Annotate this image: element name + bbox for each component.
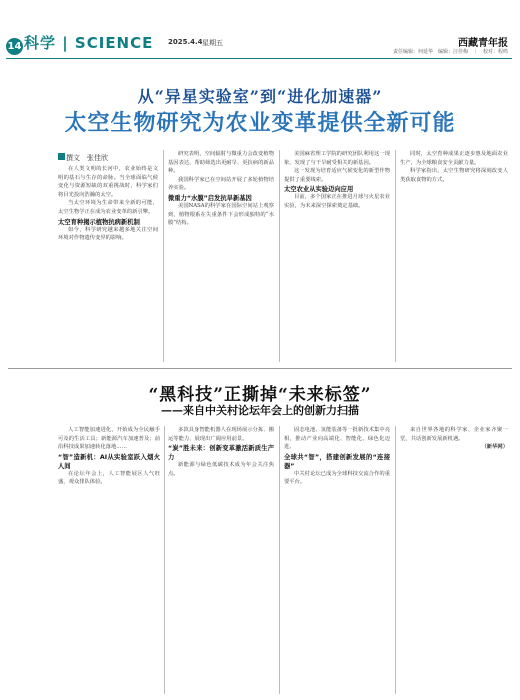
story1-column-4 xyxy=(400,150,508,361)
paragraph: 中关村论坛已成为全球科技交流合作的重要平台。 xyxy=(284,470,390,486)
column-divider xyxy=(279,426,280,694)
column-divider xyxy=(163,150,164,362)
paragraph: 在人类文明的长河中，农业始终是文明的基石与生存的命脉。当全球面临气候变化与资源短缺的双重挑战时，科学家们将目光投向浩瀚的太空。 xyxy=(58,166,158,198)
story2-column-1 xyxy=(58,426,160,694)
paragraph: 固态电池、氢能装备等一批新技术集中亮相，推动产业向高端化、智能化、绿色化迈进。 xyxy=(284,427,390,451)
paper-name: 西藏青年报 xyxy=(458,38,508,49)
story2-column-2 xyxy=(168,426,274,694)
story-divider xyxy=(8,368,512,369)
story1-byline: 撰文 张佳欣 xyxy=(66,154,108,162)
paragraph: 这一发现为培育适应气候变化的新型作物提供了重要线索。 xyxy=(284,168,390,183)
column-divider xyxy=(395,150,396,362)
byline-icon xyxy=(58,153,65,160)
paragraph: 新能源与绿色低碳技术成为年会关注焦点。 xyxy=(168,462,274,477)
subheading: 太空农业从实验迈向应用 xyxy=(284,186,354,194)
story2-subhead: ——来自中关村论坛年会上的创新力扫描 xyxy=(161,404,359,417)
paragraph: 目前，多个国家正在推进月球与火星农业实验，为未来深空探索奠定基础。 xyxy=(284,194,390,209)
issue-weekday: 星期五 xyxy=(202,39,223,47)
source-note: （新华网） xyxy=(481,444,508,451)
story1-column-2 xyxy=(168,150,274,361)
story2-column-4 xyxy=(400,426,508,694)
story1-kicker: 从“异星实验室”到“进化加速器” xyxy=(137,87,383,106)
paragraph: 当太空环境为生命带来全新的可能，太空生物学正在成为农业变革的新引擎。 xyxy=(58,200,158,215)
column-divider xyxy=(164,426,165,694)
story1-column-1 xyxy=(58,165,158,361)
paragraph: 同时，太空育种成果正逐步惠及地面农业生产，为全球粮食安全贡献力量。 xyxy=(400,151,508,166)
paragraph: 来自世界各地的科学家、企业家齐聚一堂，共话创新发展新机遇。 xyxy=(400,427,508,442)
subheading: “炭”胜未来：创新变革激活新质生产力 xyxy=(168,445,274,462)
paragraph: 在论坛年会上，人工智能展区人气旺盛，观众排队体验。 xyxy=(58,470,160,486)
paragraph: 科学家指出，太空生物研究将深刻改变人类获取食物的方式。 xyxy=(400,168,508,183)
paragraph: 美国NASA的科学家在国际空间站上观察到，植物根系在失重条件下会形成独特的“水膜”结构。 xyxy=(168,202,274,227)
editors-line: 责任编辑：何延华 编辑：汪佳梅 ｜ 校对：程鸣 xyxy=(392,49,508,55)
subheading: 全球共“智”，搭建创新发展的“连接器” xyxy=(284,453,390,470)
section-title: 科学 | SCIENCE xyxy=(24,34,154,52)
subheading: 微重力“水膜”启发抗旱新基因 xyxy=(168,194,252,202)
issue-date: 2025.4.4 xyxy=(168,38,203,46)
masthead-rule xyxy=(6,58,512,59)
paragraph: 多款具身智能机器人在现场展示分拣、搬运等能力，展现出广阔应用前景。 xyxy=(168,427,274,442)
subheading: “智”造新机：AI从实验室跃入烟火人间 xyxy=(58,453,160,470)
page-number-badge: 14 xyxy=(6,38,23,55)
paragraph: 研究表明，空间辐射与微重力会改变植物基因表达，帮助筛选出更耐旱、更抗病的新品种。 xyxy=(168,151,274,175)
paragraph: 如今，科学研究越来越多地关注空间环境对作物遗传变异的影响。 xyxy=(58,226,158,242)
paragraph: 美国麻省理工学院的研究团队利用这一现象，发现了与干旱耐受相关的新基因。 xyxy=(284,151,390,166)
story2-kicker: “黑科技”正撕掉“未来标签” xyxy=(148,385,372,405)
story1-headline: 太空生物研究为农业变革提供全新可能 xyxy=(64,111,456,136)
paragraph: 人工智能加速进化，开始成为全民触手可及的生活工具；新能源汽车加速普及；前沿科技成果加速转化落地…… xyxy=(58,427,160,451)
story2-column-3 xyxy=(284,426,390,694)
paragraph: 我国科学家已在空间站开展了多轮植物培养实验。 xyxy=(168,176,274,192)
column-divider xyxy=(279,150,280,362)
masthead xyxy=(0,0,520,56)
subheading: 太空育种揭示植物抗病新机制 xyxy=(58,218,140,226)
column-divider xyxy=(395,426,396,694)
story1-column-3 xyxy=(284,150,390,361)
